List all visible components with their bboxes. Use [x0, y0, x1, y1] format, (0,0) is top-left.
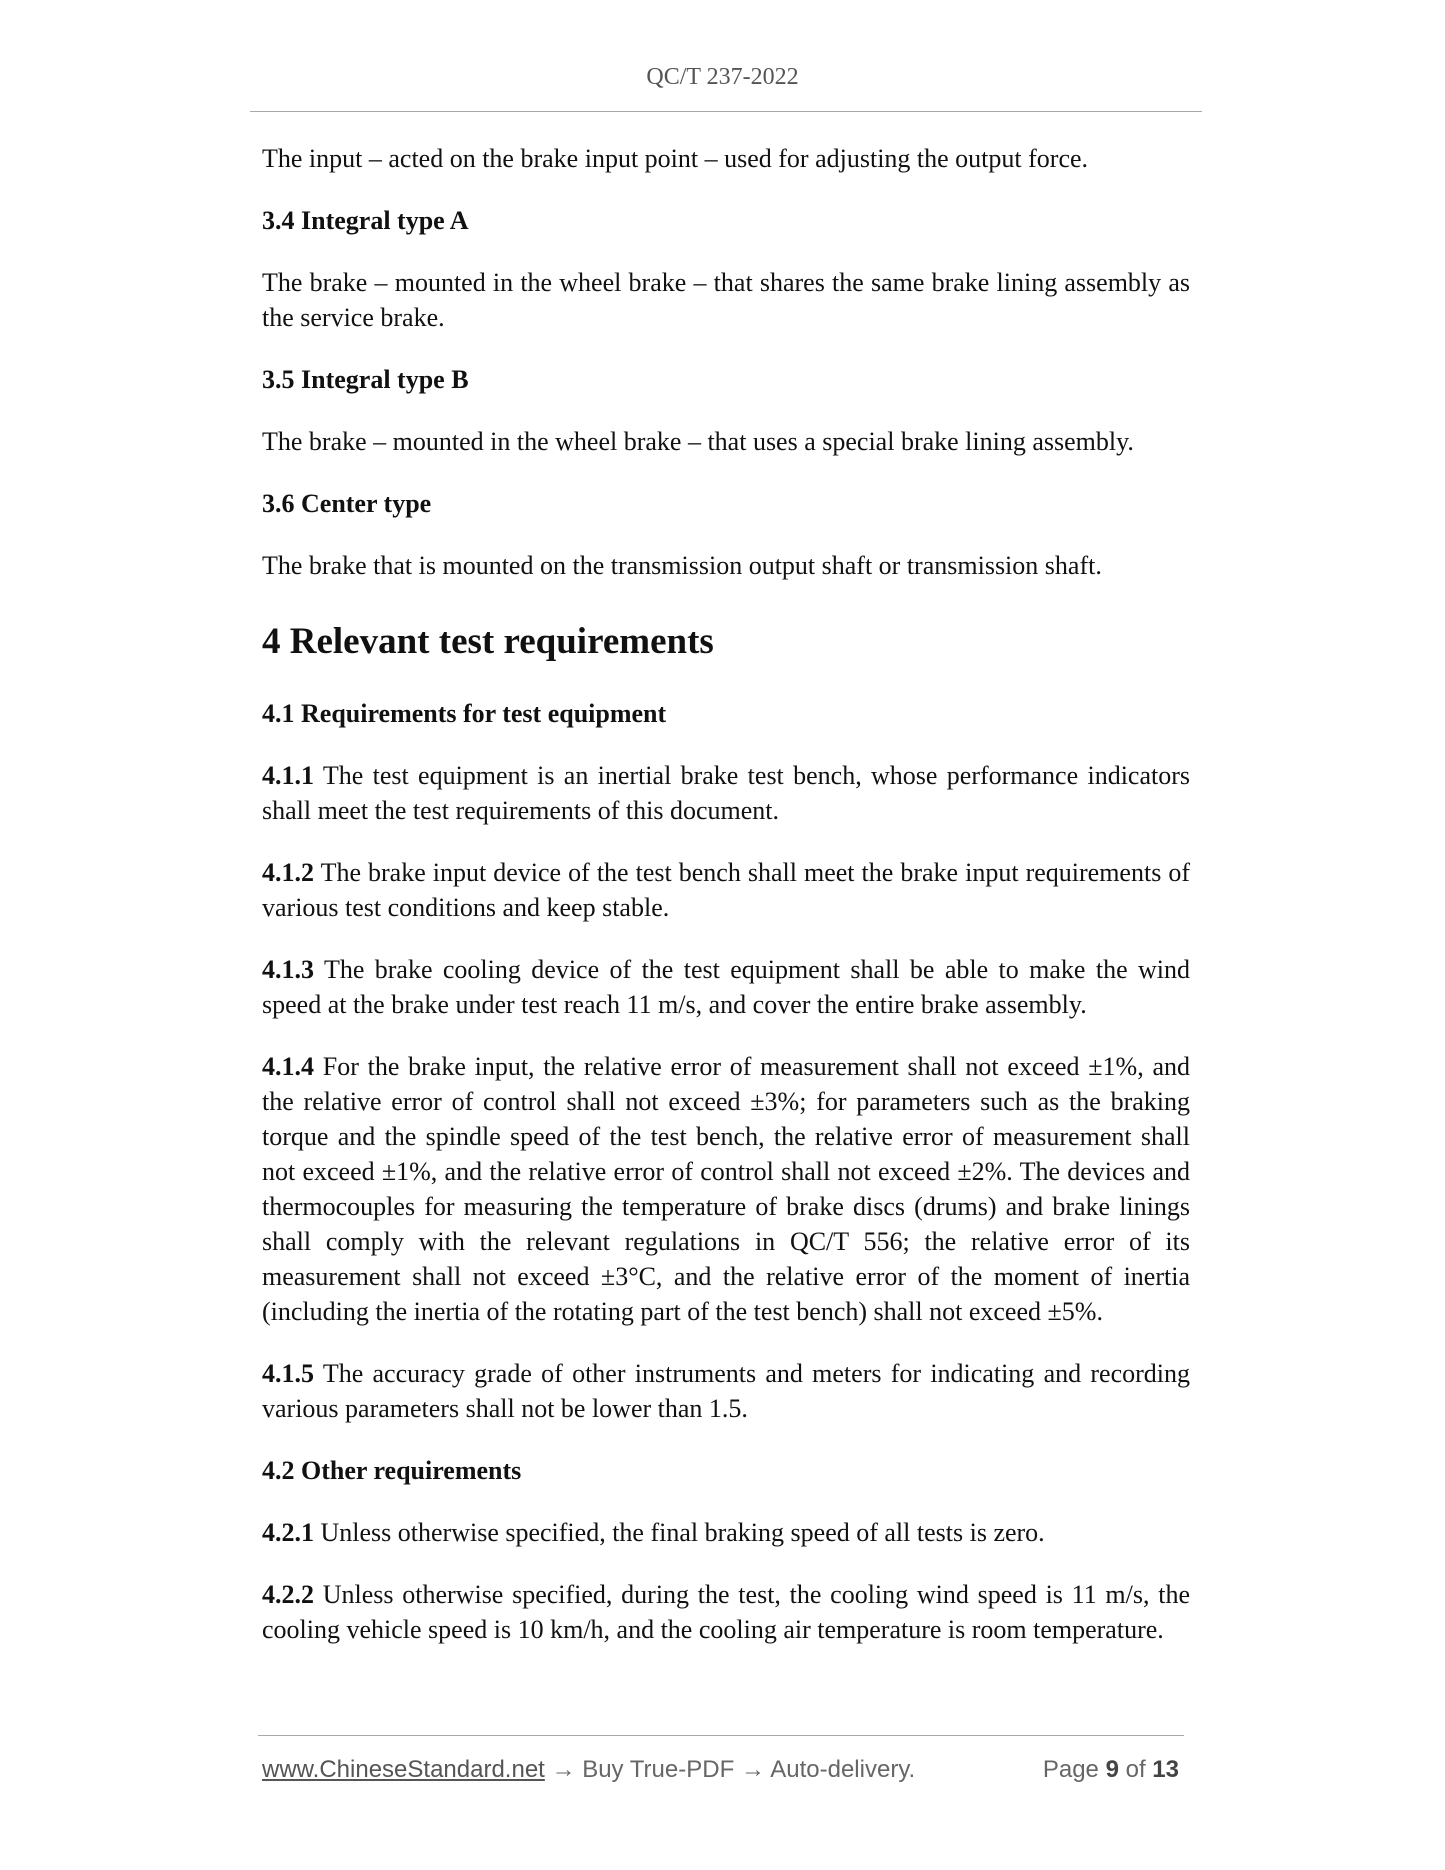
arrow-icon: →	[740, 1756, 765, 1783]
arrow-icon: →	[551, 1756, 576, 1783]
clause-text: The test equipment is an inertial brake test bench, whose performance indicators shall meet the test requirements of this document.	[262, 761, 1190, 825]
of-label: of	[1125, 1756, 1146, 1783]
clause-number: 4.1.5	[262, 1359, 314, 1388]
clause-text: The accuracy grade of other instruments and meters for indicating and recording various parameters shall not be lower than 1.5.	[262, 1359, 1190, 1423]
heading-3-5: 3.5 Integral type B	[262, 365, 469, 394]
clause-number: 4.1.1	[262, 761, 314, 790]
page-label: Page	[1042, 1756, 1099, 1783]
paragraph-3-4: The brake – mounted in the wheel brake – that shares the same brake lining assembly as the service brake.	[262, 268, 1190, 332]
section-heading-4: 4 Relevant test requirements	[262, 621, 714, 662]
document-code-header: QC/T 237-2022	[646, 64, 799, 90]
clause-text: Unless otherwise specified, during the test, the cooling wind speed is 11 m/s, the cooling vehicle speed is 10 km/h, and the cooling air temperature is room temperature.	[262, 1580, 1191, 1644]
clause-4-1-4	[262, 1049, 1190, 1329]
clause-4-1-3	[262, 952, 1190, 1022]
header-divider	[250, 111, 1202, 112]
document-body	[262, 141, 1190, 1674]
heading-4-1: 4.1 Requirements for test equipment	[262, 699, 667, 728]
clause-4-1-5	[262, 1356, 1190, 1426]
website-link[interactable]: www.ChineseStandard.net	[262, 1756, 545, 1783]
page-indicator	[1043, 1756, 1179, 1784]
heading-3-4: 3.4 Integral type A	[262, 206, 469, 235]
clause-text: Unless otherwise specified, the final braking speed of all tests is zero.	[320, 1518, 1045, 1547]
clause-number: 4.2.2	[262, 1580, 314, 1609]
paragraph-3-5: The brake – mounted in the wheel brake – that uses a special brake lining assembly.	[262, 427, 1134, 456]
clause-4-1-2	[262, 855, 1190, 925]
clause-4-1-1	[262, 758, 1190, 828]
clause-text: For the brake input, the relative error of measurement shall not exceed ±1%, and the relative error of control shall not exceed ±3%; for parameters such as the braking torque and the spindle speed of the test bench, the relative error of measurement shall not exceed ±1%, and the relative error of control shall not exceed ±2%. The devices and thermocouples for measuring the temperature of brake discs (drums) and brake linings shall comply with the relevant regulations in QC/T 556; the relative error of its measurement shall not exceed ±3°C, and the relative error of the moment of inertia (including the inertia of the rotating part of the test bench) shall not exceed ±5%.	[262, 1052, 1190, 1326]
clause-text: The brake cooling device of the test equipment shall be able to make the wind speed at the brake under test reach 11 m/s, and cover the entire brake assembly.	[262, 955, 1191, 1019]
clause-text: The brake input device of the test bench shall meet the brake input requirements of various test conditions and keep stable.	[262, 858, 1190, 922]
paragraph-input-definition: The input – acted on the brake input point – used for adjusting the output force.	[262, 144, 1089, 173]
current-page-number: 9	[1105, 1756, 1119, 1783]
clause-number: 4.2.1	[262, 1518, 314, 1547]
clause-4-2-1	[262, 1515, 1190, 1550]
clause-4-2-2	[262, 1577, 1190, 1647]
paragraph-3-6: The brake that is mounted on the transmission output shaft or transmission shaft.	[262, 551, 1102, 580]
page-footer	[262, 1756, 1184, 1784]
footer-divider	[258, 1735, 1184, 1736]
clause-number: 4.1.4	[262, 1052, 314, 1081]
heading-4-2: 4.2 Other requirements	[262, 1456, 522, 1485]
heading-3-6: 3.6 Center type	[262, 489, 432, 518]
clause-number: 4.1.2	[262, 858, 314, 887]
buy-pdf-text: Buy True-PDF	[582, 1756, 735, 1783]
auto-delivery-text: Auto-delivery.	[770, 1756, 916, 1783]
clause-number: 4.1.3	[262, 955, 314, 984]
total-pages-number: 13	[1152, 1756, 1179, 1783]
